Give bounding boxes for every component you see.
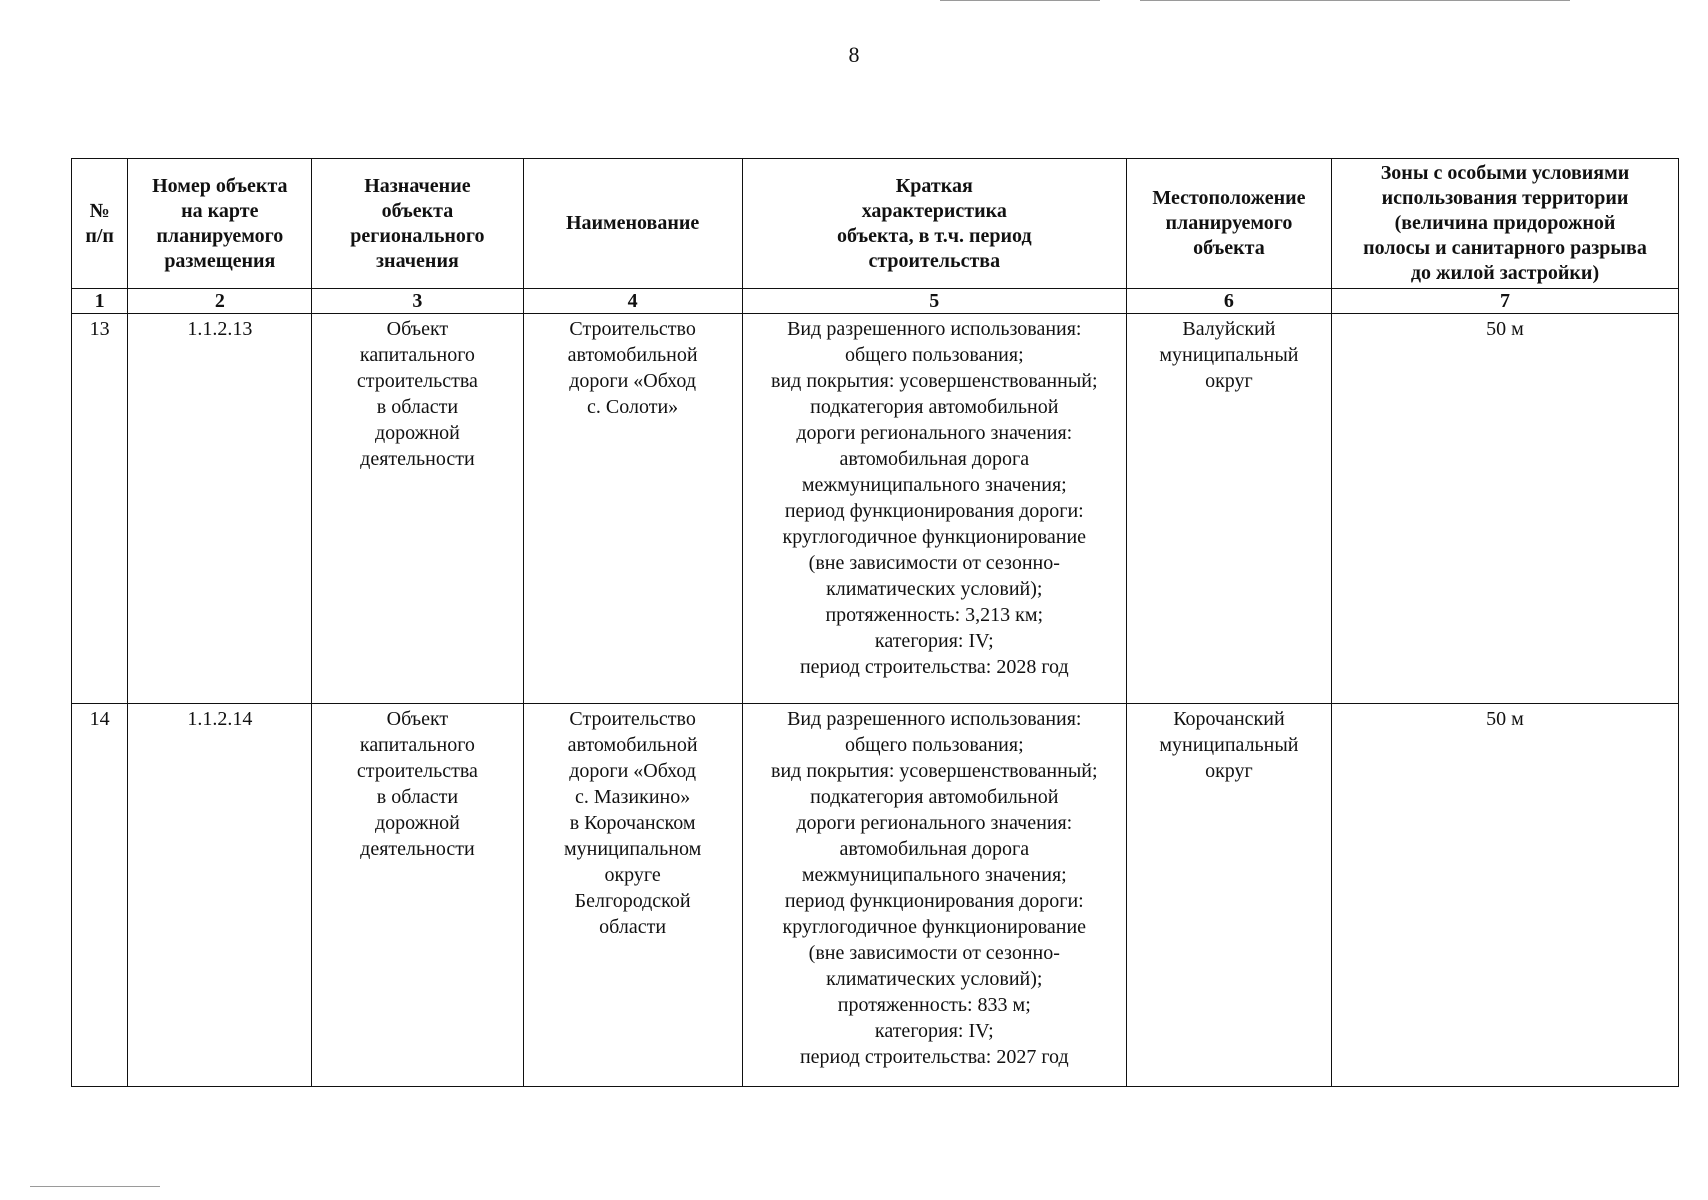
row-number: 13 bbox=[72, 314, 128, 704]
map-id-cell: 1.1.2.14 bbox=[128, 704, 312, 1087]
zones-cell: 50 м bbox=[1332, 314, 1679, 704]
header-cell-location: Местоположение планируемого объекта bbox=[1126, 159, 1331, 289]
column-number: 4 bbox=[523, 289, 742, 314]
location-cell: Корочанский муниципальный округ bbox=[1126, 704, 1331, 1087]
row-number: 14 bbox=[72, 704, 128, 1087]
characteristics-cell: Вид разрешенного использования: общего пользования; вид покрытия: усовершенствованный; подкатегория автомобильной дороги регионального значения: автомобильная дорога межмуниципального значения; период функционирования дороги: круглогодичное функционирование (вне зависимости от сезонно- климатических условий); протяженность: 3,213 км; категория: IV; период строительства: 2028 год bbox=[742, 314, 1126, 704]
header-row bbox=[72, 159, 1679, 289]
header-cell-zones: Зоны с особыми условиями использования территории (величина придорожной полосы и санитарного разрыва до жилой застройки) bbox=[1332, 159, 1679, 289]
column-number: 6 bbox=[1126, 289, 1331, 314]
table-row bbox=[72, 704, 1679, 1087]
header-cell-purpose: Назначение объекта регионального значения bbox=[312, 159, 523, 289]
column-number: 7 bbox=[1332, 289, 1679, 314]
page-number: 8 bbox=[848, 42, 860, 67]
planned-objects-table bbox=[71, 158, 1679, 1087]
column-number-row bbox=[72, 289, 1679, 314]
purpose-cell: Объект капитального строительства в области дорожной деятельности bbox=[312, 314, 523, 704]
header-cell-name: Наименование bbox=[523, 159, 742, 289]
scan-artifact-line bbox=[940, 0, 1100, 1]
column-number: 3 bbox=[312, 289, 523, 314]
name-cell: Строительство автомобильной дороги «Обход с. Мазикино» в Корочанском муниципальном округе Белгородской области bbox=[523, 704, 742, 1087]
table-row bbox=[72, 314, 1679, 704]
zones-cell: 50 м bbox=[1332, 704, 1679, 1087]
scan-artifact-line bbox=[1140, 0, 1570, 1]
header-cell-map-id: Номер объекта на карте планируемого размещения bbox=[128, 159, 312, 289]
location-cell: Валуйский муниципальный округ bbox=[1126, 314, 1331, 704]
map-id-cell: 1.1.2.13 bbox=[128, 314, 312, 704]
characteristics-cell: Вид разрешенного использования: общего пользования; вид покрытия: усовершенствованный; подкатегория автомобильной дороги регионального значения: автомобильная дорога межмуниципального значения; период функционирования дороги: круглогодичное функционирование (вне зависимости от сезонно- климатических условий); протяженность: 833 м; категория: IV; период строительства: 2027 год bbox=[742, 704, 1126, 1087]
column-number: 2 bbox=[128, 289, 312, 314]
header-cell-number: № п/п bbox=[72, 159, 128, 289]
name-cell: Строительство автомобильной дороги «Обход с. Солоти» bbox=[523, 314, 742, 704]
scan-artifact-line bbox=[30, 1186, 160, 1187]
purpose-cell: Объект капитального строительства в области дорожной деятельности bbox=[312, 704, 523, 1087]
column-number: 5 bbox=[742, 289, 1126, 314]
column-number: 1 bbox=[72, 289, 128, 314]
header-cell-characteristics: Краткая характеристика объекта, в т.ч. период строительства bbox=[742, 159, 1126, 289]
